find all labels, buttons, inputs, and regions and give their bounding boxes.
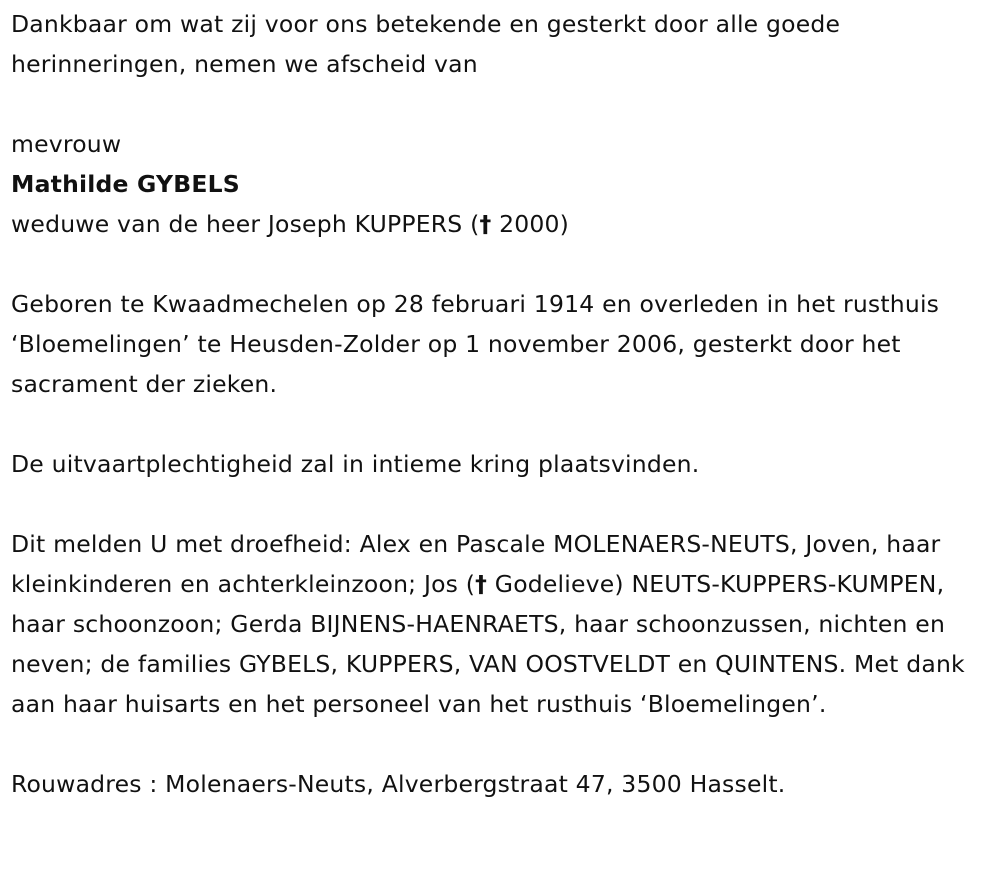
- announcement-paragraph: [11, 524, 991, 724]
- announcement-part2: Godelieve) NEUTS-KUPPERS-KUMPEN, haar schoonzoon; Gerda BIJNENS-HAENRAETS, haar schoonzussen, nichten en neven; de families GYBELS, KUPPERS, VAN OOSTVELDT en QUINTENS. Met dank aan haar huisarts en het personeel van het rusthuis ‘Bloemelingen’.: [11, 570, 965, 718]
- salutation: mevrouw: [11, 130, 122, 158]
- widow-line: [11, 204, 991, 244]
- obituary-document: [11, 4, 991, 804]
- deceased-name: Mathilde GYBELS: [11, 170, 240, 198]
- ceremony-paragraph: De uitvaartplechtigheid zal in intieme kring plaatsvinden.: [11, 450, 700, 478]
- cross-icon: †: [479, 210, 492, 238]
- birth-death-paragraph: Geboren te Kwaadmechelen op 28 februari 1914 en overleden in het rusthuis ‘Bloemelingen’ te Heusden-Zolder op 1 november 2006, gesterkt door het sacrament der zieken.: [11, 290, 940, 398]
- address-line: Rouwadres : Molenaers-Neuts, Alverbergstraat 47, 3500 Hasselt.: [11, 770, 786, 798]
- widow-prefix: weduwe van de heer Joseph KUPPERS (: [11, 210, 480, 238]
- widow-year: 2000): [491, 210, 570, 238]
- announcement-part1: Dit melden U met droefheid: Alex en Pascale MOLENAERS-NEUTS, Joven, haar kleinkinderen en achterkleinzoon; Jos (: [11, 530, 941, 598]
- intro-paragraph: Dankbaar om wat zij voor ons betekende en gesterkt door alle goede herinneringen, nemen we afscheid van: [11, 10, 841, 78]
- cross-icon: †: [475, 570, 488, 598]
